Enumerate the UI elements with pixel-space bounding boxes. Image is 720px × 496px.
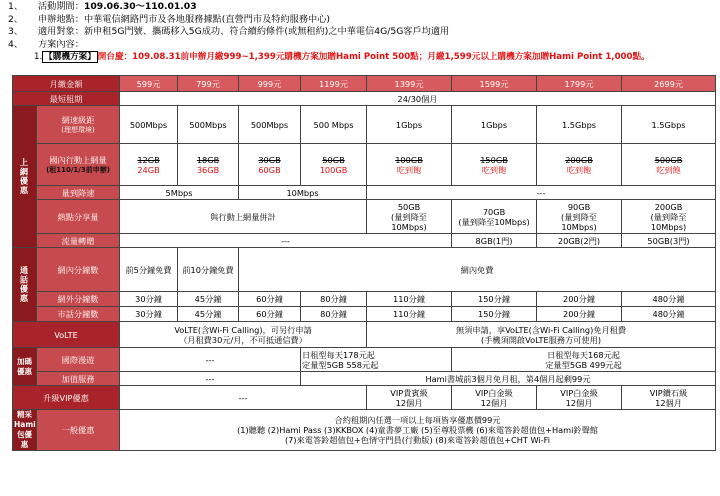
- intro-line: [8, 14, 720, 27]
- speed-cell: 500Mbps: [178, 106, 239, 144]
- intro-line: [8, 26, 720, 39]
- transfer-label: 流量轉贈: [37, 234, 120, 248]
- offnet-cell: 480分鐘: [622, 292, 716, 307]
- min-period-value: 24/30個月: [120, 92, 716, 106]
- table-row: [13, 372, 716, 386]
- table-row: [13, 234, 716, 248]
- eligible-customers: 新申租5G門號、攜碼移入5G成功、符合續約條件(或無租約)之中華電信4G/5G客戶均適用: [83, 26, 450, 38]
- new-volume: 36GB: [196, 164, 220, 175]
- old-volume: 500GB: [654, 154, 683, 165]
- item-label: 方案內容：: [38, 38, 84, 50]
- speed-cell: 1.5Gbps: [622, 106, 716, 144]
- speed-cell: 500Mbps: [120, 106, 178, 144]
- intro-line: [8, 39, 720, 52]
- landline-cell: 45分鐘: [178, 307, 239, 322]
- item-number: 1、: [8, 1, 24, 12]
- throttle-cell: ---: [367, 186, 716, 200]
- domestic-cell: [622, 144, 716, 186]
- domestic-sublabel: (租110/1/3前申辦): [46, 165, 110, 174]
- landline-label: 市話分鐘數: [37, 307, 120, 322]
- volte-right: 無須申請，享VoLTE(含Wi-Fi Calling)免月租費 (手機須開啟VoLTE服務方可使用): [367, 322, 716, 348]
- valueadd-label: 加值服務: [37, 372, 120, 386]
- old-volume: 12GB: [137, 154, 160, 165]
- offnet-cell: 200分鐘: [537, 292, 622, 307]
- price-cell: 1599元: [452, 76, 537, 92]
- bundle-line: (1)聽聽 (2)Hami Pass (3)KKBOX (4)童書夢工廠 (5)至尊股票機 (6)來電答鈴超值包+Hami鈴聲館: [237, 425, 598, 435]
- landline-cell: 80分鐘: [301, 307, 367, 322]
- onnet-cell: 前10分鐘免費: [178, 248, 239, 292]
- onnet-cell: 前5分鐘免費: [120, 248, 178, 292]
- transfer-cell: 8GB(1門): [452, 234, 537, 248]
- landline-cell: 30分鐘: [120, 307, 178, 322]
- throttle-cell: 5Mbps: [120, 186, 239, 200]
- price-cell: 599元: [120, 76, 178, 92]
- onnet-label: 網內分鐘數: [37, 248, 120, 292]
- price-cell: 1399元: [367, 76, 452, 92]
- old-volume: 30GB: [258, 154, 281, 165]
- vip-cell: VIP貴賓級 12個月: [367, 386, 452, 410]
- roaming-right: 日租型每天168元起 定量型5GB 499元起: [452, 348, 716, 372]
- old-volume: 150GB: [480, 154, 508, 165]
- domestic-cell: [537, 144, 622, 186]
- item-number: 2、: [8, 13, 24, 25]
- domestic-cell: [178, 144, 239, 186]
- valueadd-dash: ---: [120, 372, 301, 386]
- vip-cell: VIP白金級 12個月: [452, 386, 537, 410]
- table-row: [13, 322, 716, 348]
- speed-label-text: 網速級距: [61, 114, 95, 125]
- offnet-cell: 150分鐘: [452, 292, 537, 307]
- item-label: 申辦地點：: [38, 13, 84, 25]
- bundle-cell: [120, 410, 716, 451]
- speed-cell: 500Mbps: [239, 106, 301, 144]
- table-row: [13, 386, 716, 410]
- new-volume: 吃到飽: [396, 164, 422, 175]
- throttle-cell: 10Mbps: [239, 186, 367, 200]
- domestic-label-text: 國內行動上網量: [49, 154, 107, 165]
- domestic-cell: [367, 144, 452, 186]
- hotspot-label: 熱點分享量: [37, 200, 120, 234]
- new-volume: 100GB: [319, 164, 348, 175]
- campaign-period: 109.06.30～110.01.03: [83, 1, 197, 12]
- table-row: [13, 92, 716, 106]
- landline-cell: 110分鐘: [367, 307, 452, 322]
- domestic-cell: [239, 144, 301, 186]
- offnet-cell: 80分鐘: [301, 292, 367, 307]
- intro-line: [8, 1, 720, 14]
- new-volume: 吃到飽: [566, 164, 592, 175]
- table-row: [13, 348, 716, 372]
- landline-cell: 60分鐘: [239, 307, 301, 322]
- old-volume: 18GB: [196, 154, 220, 165]
- hotspot-shared: 與行動上網量併計: [120, 200, 367, 234]
- old-volume: 100GB: [395, 154, 423, 165]
- vip-cell: VIP鑽石級 12個月: [622, 386, 716, 410]
- apply-location: 中華電信網路門市及各地服務據點(直營門市及特約服務中心): [83, 13, 330, 25]
- roaming-dash: ---: [120, 348, 301, 372]
- speed-sublabel: (理想環境): [61, 125, 95, 134]
- bundle-label: 一般優惠: [37, 410, 120, 451]
- new-volume: 24GB: [137, 164, 160, 175]
- offnet-cell: 45分鐘: [178, 292, 239, 307]
- old-volume: 50GB: [322, 154, 345, 165]
- item-number: 3、: [8, 26, 24, 38]
- vip-dash: ---: [120, 386, 367, 410]
- domestic-cell: [120, 144, 178, 186]
- table-row: [13, 106, 716, 144]
- offnet-cell: 110分鐘: [367, 292, 452, 307]
- price-cell: 1199元: [301, 76, 367, 92]
- price-cell: 2699元: [622, 76, 716, 92]
- group-addon-label: 加碼優惠: [13, 348, 37, 386]
- landline-cell: 480分鐘: [622, 307, 716, 322]
- speed-cell: 1Gbps: [452, 106, 537, 144]
- table-row: [13, 410, 716, 451]
- group-bundle-label: 精采Hami包優惠: [14, 410, 36, 449]
- min-period-label: 最短租期: [13, 92, 120, 106]
- promo-label: 【購機方案】: [44, 52, 96, 63]
- transfer-cell: 20GB(2門): [537, 234, 622, 248]
- roaming-mid: 日租型每天178元起 定量型5GB 558元起: [301, 348, 452, 372]
- promo-text: 開台慶：109.08.31前申辦月繳999~1,399元購機方案加贈Hami Point 500點；月繳1,599元以上購機方案加贈Hami Point 1,000點。: [97, 52, 650, 63]
- offnet-label: 網外分鐘數: [37, 292, 120, 307]
- transfer-cell: 50GB(3門): [622, 234, 716, 248]
- group-voice-label: 通話優惠: [13, 248, 37, 322]
- landline-cell: 150分鐘: [452, 307, 537, 322]
- volte-left: VoLTE(含Wi-Fi Calling)，可另行申請 （月租費30元/月，不可抵通信費）: [120, 322, 367, 348]
- new-volume: 吃到飽: [656, 164, 681, 175]
- price-cell: 999元: [239, 76, 301, 92]
- throttle-label: 量到降速: [37, 186, 120, 200]
- bundle-line: 合約租期內任選一項以上每項皆享優惠價99元: [334, 415, 501, 425]
- price-cell: 799元: [178, 76, 239, 92]
- onnet-cell: 網內免費: [239, 248, 716, 292]
- table-row: [13, 248, 716, 292]
- hotspot-cell: 90GB (量到降至 10Mbps): [537, 200, 622, 234]
- intro-section: [8, 1, 720, 64]
- monthly-fee-label: 月繳金額: [13, 76, 120, 92]
- price-cell: 1799元: [537, 76, 622, 92]
- table-header-row: [13, 76, 716, 92]
- landline-cell: 200分鐘: [537, 307, 622, 322]
- transfer-cell: ---: [120, 234, 452, 248]
- item-label: 適用對象：: [38, 26, 84, 38]
- offnet-cell: 30分鐘: [120, 292, 178, 307]
- table-row: [13, 307, 716, 322]
- hotspot-cell: 50GB (量到降至 10Mbps): [367, 200, 452, 234]
- domestic-cell: [301, 144, 367, 186]
- table-row: [13, 200, 716, 234]
- vip-cell: VIP白金級 12個月: [537, 386, 622, 410]
- promo-line: 1. 【購機方案】 開台慶：109.08.31前申辦月繳999~1,399元購機方案加贈Hami Point 500點；月繳1,599元以上購機方案加贈Hami Point 1,000點。: [34, 52, 650, 63]
- item-number: 4、: [8, 38, 24, 50]
- domestic-cell: [452, 144, 537, 186]
- valueadd-text: Hami書城前3個月免月租，第4個月起剩99元: [301, 372, 716, 386]
- hotspot-cell: 200GB (量到降至 10Mbps): [622, 200, 716, 234]
- speed-cell: 500 Mbps: [301, 106, 367, 144]
- speed-label: [37, 106, 120, 144]
- table-row: [13, 292, 716, 307]
- roaming-label: 國際漫遊: [37, 348, 120, 372]
- group-internet-label: 上網優惠: [13, 106, 37, 248]
- speed-cell: 1Gbps: [367, 106, 452, 144]
- new-volume: 60GB: [258, 164, 281, 175]
- old-volume: 200GB: [565, 154, 593, 165]
- speed-cell: 1.5Gbps: [537, 106, 622, 144]
- bundle-line: (7)來電答鈴超值包+色情守門員(行動版) (8)來電答鈴超值包+CHT Wi-Fi: [284, 435, 551, 445]
- plan-table: [12, 75, 716, 451]
- vip-label: 升級VIP優惠: [13, 386, 120, 410]
- table-row: [13, 186, 716, 200]
- volte-label: VoLTE: [13, 322, 120, 348]
- offnet-cell: 60分鐘: [239, 292, 301, 307]
- domestic-label: [37, 144, 120, 186]
- item-label: 活動期間：: [38, 1, 84, 12]
- table-row: [13, 144, 716, 186]
- hotspot-cell: 70GB (量到降至10Mbps): [452, 200, 537, 234]
- new-volume: 吃到飽: [481, 164, 507, 175]
